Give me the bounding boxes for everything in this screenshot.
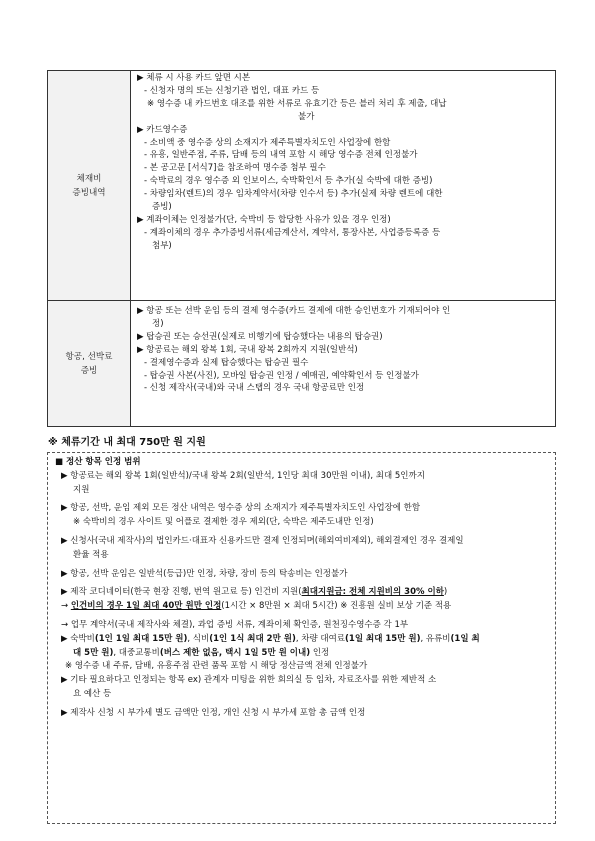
box-text-emphasis: (1인 1식 최대 2만 원) xyxy=(209,633,296,644)
box-text-emphasis: 대 5만 원) xyxy=(73,647,114,658)
box-text-emphasis: (버스 제한 없음, 택시 1일 5만 원 이내) xyxy=(159,647,311,658)
box-text: ) xyxy=(443,587,448,598)
content-line: 증빙) xyxy=(152,202,172,213)
table-row xyxy=(48,71,556,301)
row-content-stay-costs xyxy=(131,71,556,301)
content-line: ▶ 항공 또는 선박 운임 등의 결제 영수증(카드 결제에 대한 승인번호가 기재되어야 인 xyxy=(137,306,451,316)
content-line: ▶ 계좌이체는 인정불가(단, 숙박비 등 합당한 사유가 있을 경우 인정) xyxy=(137,214,391,225)
box-line: ▶ 신청사(국내 제작사)의 법인카드·대표자 신용카드만 결제 인정되며(해외여비제외), 해외결제인 경우 결제일 xyxy=(61,535,464,546)
row-label-stay-costs xyxy=(48,71,131,301)
content-line: - 본 공고문 [서식7]을 참조하여 명수증 첨부 필수 xyxy=(144,163,326,174)
content-line: - 소비액 중 영수증 상의 소재지가 제주특별자치도인 사업장에 한함 xyxy=(144,137,391,148)
row-label-line: 증빙내역 xyxy=(72,187,106,198)
box-text: → xyxy=(61,601,71,612)
box-text-emphasis: (1일 최대 15만 원) xyxy=(345,633,421,644)
box-text: , 차량 대여료 xyxy=(295,633,346,644)
box-line: ▶ 항공, 선박 운임은 일반석(등급)만 인정, 차량, 장비 등의 탁송비는 인정불가 xyxy=(61,568,348,579)
box-text: 인정 xyxy=(310,647,330,658)
content-line: 불가 xyxy=(298,111,315,122)
box-text: , 식비 xyxy=(187,633,210,644)
content-line: ▶ 탑승권 또는 승선권(실제로 비행기에 탑승했다는 내용의 탑승권) xyxy=(137,331,383,342)
box-text-emphasis: 인건비의 경우 1일 최대 40만 원만 인정 xyxy=(70,601,222,612)
content-line: ▶ 체류 시 사용 카드 앞면 시본 xyxy=(137,73,251,83)
content-line: - 유흥, 일반주점, 주류, 담배 등의 내역 포함 시 해당 영수증 전체 인정불가 xyxy=(144,150,418,161)
box-line: 지원 xyxy=(73,484,90,495)
box-text: , 대중교통비 xyxy=(113,647,160,658)
box-line: ▶ 항공, 선박, 운임 제외 모든 정산 내역은 영수증 상의 소재지가 제주특별자치도인 사업장에 한함 xyxy=(61,503,421,514)
content-line: - 탑승권 사본(사진), 모바일 탑승권 인정 / 예매권, 예약확인서 등 인정불가 xyxy=(144,370,419,381)
table-row xyxy=(48,301,556,427)
box-line: 요 예산 등 xyxy=(73,688,112,699)
content-line: ▶ 카드영수증 xyxy=(137,124,188,135)
box-line-labor-cost xyxy=(55,600,550,614)
box-title: ■ 정산 항목 인정 범위 xyxy=(55,457,141,467)
content-line: 첨부) xyxy=(152,240,172,251)
box-line-coordinator xyxy=(55,586,550,600)
box-text: (1시간 × 8만원 × 최대 5시간) ※ 진흥원 실비 보상 기준 적용 xyxy=(221,601,452,612)
settlement-scope-box xyxy=(47,452,556,824)
box-line: ※ 영수증 내 주류, 담배, 유흥주점 관련 품목 포함 시 해당 정산금액 전체 인정불가 xyxy=(65,661,368,672)
box-text: ▶ 숙박비 xyxy=(61,633,95,644)
box-line: ▶ 제작사 신청 시 부가세 별도 금액만 인정, 개인 신청 시 부가세 포함 총 금액 인정 xyxy=(61,707,366,718)
content-line: - 결제영수증과 실제 탑승했다는 탑승권 필수 xyxy=(144,357,309,368)
box-line: → 업무 계약서(국내 제작사와 체결), 과업 증빙 서류, 계좌이체 확인증, 원천징수영수증 각 1부 xyxy=(61,619,409,630)
box-text-emphasis: 최대지원금: 전체 지원비의 30% 이하 xyxy=(301,587,444,598)
content-line: - 신청자 명의 또는 신청기관 법인, 대표 카드 등 xyxy=(144,85,320,96)
box-text: , 유류비 xyxy=(420,633,451,644)
row-content-airfare xyxy=(131,301,556,427)
content-line: - 신청 제작사(국내)와 국내 스탭의 경우 국내 항공료만 인정 xyxy=(144,383,365,394)
box-line-expense-caps-cont xyxy=(55,647,550,661)
box-line: ▶ 항공료는 해외 왕복 1회(일반석)/국내 왕복 2회(일반석, 1인당 최대 30만원 이내), 최대 5인까지 xyxy=(61,470,425,481)
evidence-table xyxy=(47,70,556,427)
section-heading: ※ 체류기간 내 최대 750만 원 지원 xyxy=(48,437,206,448)
content-line: ▶ 항공료는 해외 왕복 1회, 국내 왕복 2회까지 지원(일반석) xyxy=(137,344,358,355)
box-line: ▶ 기타 필요하다고 인정되는 항목 ex) 관계자 미팅을 위한 회의실 등 임차, 자료조사를 위한 제반적 소 xyxy=(61,675,437,686)
box-line-expense-caps xyxy=(55,633,550,647)
row-label-airfare xyxy=(48,301,131,427)
content-line: 정) xyxy=(152,318,164,329)
row-label-line: 증빙 xyxy=(80,365,98,376)
box-line: 환율 적용 xyxy=(73,549,109,560)
row-label-line: 항공, 선박료 xyxy=(65,351,113,362)
content-line: - 숙박료의 경우 영수증 외 인보이스, 숙박확인서 등 추가(실 숙박에 대한 증빙) xyxy=(144,176,433,187)
row-label-line: 체재비 xyxy=(76,173,102,184)
box-line: ※ 숙박비의 경우 사이트 및 어플로 결제한 경우 제외(단, 숙박은 제주도내만 인정) xyxy=(73,517,374,528)
content-line: ※ 영수증 내 카드번호 대조를 위한 서류로 유효기간 등은 블러 처리 후 제출, 대납 xyxy=(147,98,447,109)
content-line: - 계좌이체의 경우 추가증빙서류(세금계산서, 계약서, 통장사본, 사업증등록증 등 xyxy=(144,227,441,238)
box-text-emphasis: (1일 최 xyxy=(450,633,480,644)
box-text-emphasis: (1인 1일 최대 15만 원) xyxy=(94,633,188,644)
content-line: - 차량임차(렌트)의 경우 임차계약서(차량 인수서 등) 추가(실제 차량 렌트에 대한 xyxy=(144,189,443,200)
box-text: ▶ 제작 코디네이터(한국 현장 진행, 번역 원고료 등) 인건비 지원( xyxy=(61,587,302,598)
